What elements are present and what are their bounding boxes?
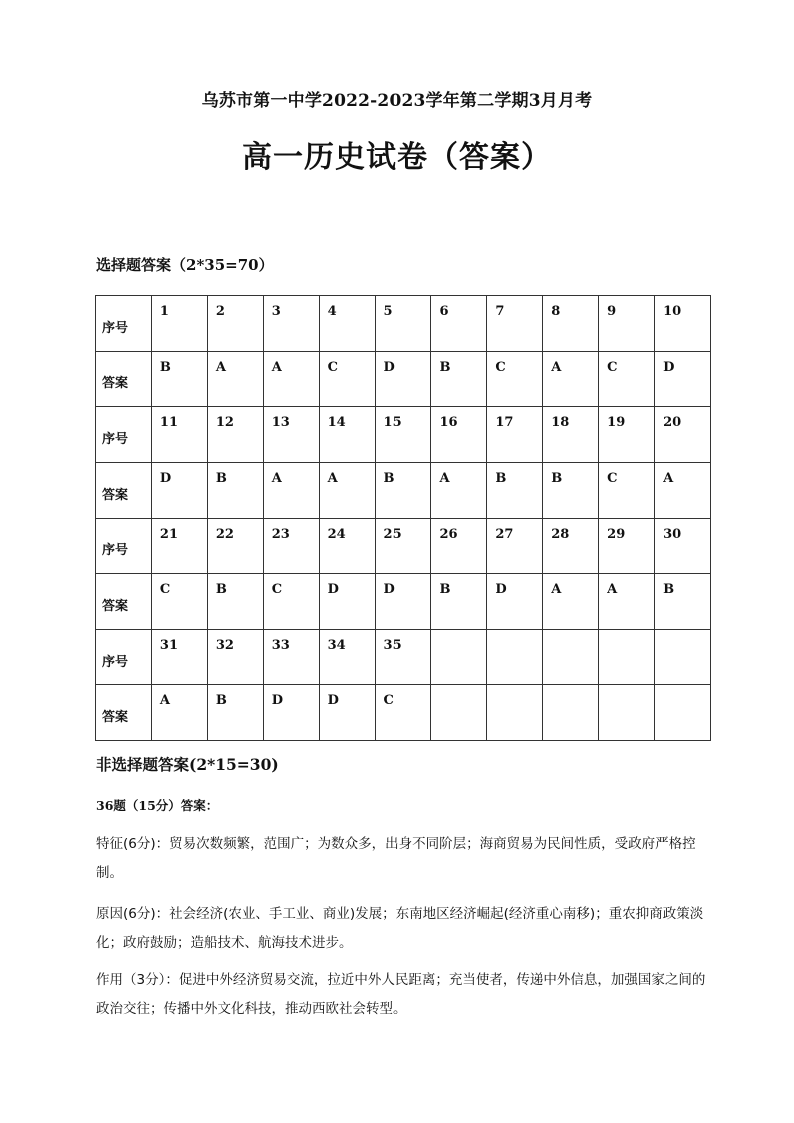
- table-cell: B: [431, 574, 487, 630]
- table-cell: 1: [151, 296, 207, 352]
- table-cell: A: [319, 462, 375, 518]
- table-cell: 7: [487, 296, 543, 352]
- table-row: [96, 629, 711, 685]
- answer-paragraph-reasons: 原因(6分)：社会经济(农业、手工业、商业)发展；东南地区经济崛起(经济重心南移)；重农抑商政策淡化；政府鼓励；造船技术、航海技术进步。: [96, 906, 704, 951]
- table-cell: A: [543, 351, 599, 407]
- table-cell: B: [655, 574, 711, 630]
- table-cell: D: [263, 685, 319, 741]
- table-cell: 9: [599, 296, 655, 352]
- table-cell: [431, 685, 487, 741]
- table-cell: A: [543, 574, 599, 630]
- table-cell: [487, 685, 543, 741]
- table-cell: B: [207, 685, 263, 741]
- table-cell: 22: [207, 518, 263, 574]
- answer-paragraph-features: 特征(6分)：贸易次数频繁，范围广；为数众多，出身不同阶层；海商贸易为民间性质，受政府严格控制。: [96, 836, 696, 881]
- table-cell: C: [599, 462, 655, 518]
- table-cell: 26: [431, 518, 487, 574]
- row-label: 序号: [96, 629, 152, 685]
- table-cell: 10: [655, 296, 711, 352]
- row-label: 答案: [96, 351, 152, 407]
- table-cell: C: [375, 685, 431, 741]
- table-cell: [543, 629, 599, 685]
- row-label: 序号: [96, 518, 152, 574]
- table-cell: A: [431, 462, 487, 518]
- row-label: 答案: [96, 685, 152, 741]
- row-label: 序号: [96, 407, 152, 463]
- table-cell: A: [151, 685, 207, 741]
- table-cell: B: [487, 462, 543, 518]
- table-cell: 13: [263, 407, 319, 463]
- table-cell: 6: [431, 296, 487, 352]
- page-title: 高一历史试卷（答案）: [242, 140, 552, 175]
- table-cell: B: [207, 574, 263, 630]
- table-cell: D: [487, 574, 543, 630]
- table-cell: [599, 629, 655, 685]
- table-cell: 30: [655, 518, 711, 574]
- table-cell: D: [655, 351, 711, 407]
- table-cell: 27: [487, 518, 543, 574]
- table-cell: B: [431, 351, 487, 407]
- table-cell: 32: [207, 629, 263, 685]
- table-row: [96, 407, 711, 463]
- table-cell: A: [263, 351, 319, 407]
- table-cell: B: [375, 462, 431, 518]
- table-cell: B: [207, 462, 263, 518]
- answer-paragraph-effects: 作用（3分）：促进中外经济贸易交流，拉近中外人民距离；充当使者，传递中外信息，加强国家之间的政治交往；传播中外文化科技，推动西欧社会转型。: [96, 972, 706, 1017]
- table-cell: 18: [543, 407, 599, 463]
- row-label: 答案: [96, 574, 152, 630]
- table-cell: 15: [375, 407, 431, 463]
- table-cell: 28: [543, 518, 599, 574]
- table-row: [96, 462, 711, 518]
- answer-table: [95, 295, 711, 741]
- table-cell: 11: [151, 407, 207, 463]
- table-cell: 17: [487, 407, 543, 463]
- row-label: 序号: [96, 296, 152, 352]
- table-cell: A: [655, 462, 711, 518]
- table-cell: 4: [319, 296, 375, 352]
- table-cell: C: [599, 351, 655, 407]
- table-cell: 34: [319, 629, 375, 685]
- table-cell: 24: [319, 518, 375, 574]
- table-row: [96, 518, 711, 574]
- table-cell: D: [319, 685, 375, 741]
- table-cell: 20: [655, 407, 711, 463]
- school-exam-line: 乌苏市第一中学2022-2023学年第二学期3月月考: [201, 91, 593, 111]
- row-label: 答案: [96, 462, 152, 518]
- table-row: [96, 574, 711, 630]
- table-cell: D: [375, 574, 431, 630]
- table-cell: 8: [543, 296, 599, 352]
- table-cell: 12: [207, 407, 263, 463]
- question-36-label: 36题（15分）答案：: [96, 798, 219, 813]
- table-cell: 35: [375, 629, 431, 685]
- table-row: [96, 685, 711, 741]
- table-cell: 31: [151, 629, 207, 685]
- table-cell: [599, 685, 655, 741]
- table-cell: B: [151, 351, 207, 407]
- table-cell: 16: [431, 407, 487, 463]
- table-cell: C: [151, 574, 207, 630]
- table-cell: A: [207, 351, 263, 407]
- table-cell: 33: [263, 629, 319, 685]
- multiple-choice-heading: 选择题答案（2*35=70）: [96, 256, 274, 274]
- table-cell: 14: [319, 407, 375, 463]
- table-cell: B: [543, 462, 599, 518]
- table-row: [96, 351, 711, 407]
- table-cell: 3: [263, 296, 319, 352]
- table-cell: [431, 629, 487, 685]
- table-cell: 2: [207, 296, 263, 352]
- table-row: [96, 296, 711, 352]
- table-cell: 19: [599, 407, 655, 463]
- table-cell: [487, 629, 543, 685]
- table-cell: [655, 685, 711, 741]
- table-cell: [543, 685, 599, 741]
- table-cell: 25: [375, 518, 431, 574]
- table-cell: 29: [599, 518, 655, 574]
- table-cell: C: [487, 351, 543, 407]
- table-cell: D: [319, 574, 375, 630]
- table-cell: C: [263, 574, 319, 630]
- table-cell: D: [151, 462, 207, 518]
- open-questions-heading: 非选择题答案(2*15=30): [96, 755, 279, 774]
- table-cell: [655, 629, 711, 685]
- table-cell: 23: [263, 518, 319, 574]
- table-cell: A: [599, 574, 655, 630]
- table-cell: C: [319, 351, 375, 407]
- table-cell: 21: [151, 518, 207, 574]
- table-cell: A: [263, 462, 319, 518]
- table-cell: D: [375, 351, 431, 407]
- table-cell: 5: [375, 296, 431, 352]
